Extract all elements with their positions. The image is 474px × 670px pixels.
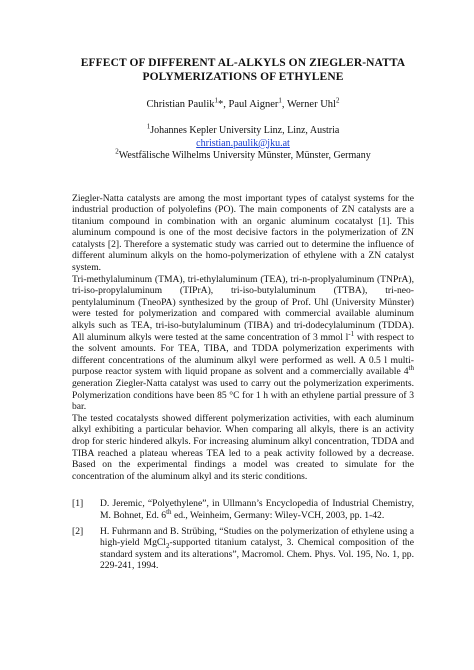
abstract-body [72, 193, 414, 483]
reference-text [100, 498, 414, 521]
author-2-affil: 1 [278, 96, 282, 105]
ref2-sub: 2 [165, 542, 170, 551]
methods-text-2: with respect to the solvent amounts. For TEA, TIBA, and TDDA polymerization experiments with different concentrations of the aluminum alkyl were performed as well. A 0.5 l multi-purpose reactor system with liquid propane as solvent and a commercially available 4 [72, 331, 414, 378]
reference-number: [1] [72, 498, 84, 510]
methods-text-3: generation Ziegler-Natta catalyst was used to carry out the polymerization experiments. Polymerization conditions have been 85 °C for 1 h with an ethylene partial pressure of 3 bar. [72, 378, 414, 413]
paper-title [72, 56, 414, 84]
paragraph-results: The tested cocatalysts showed different polymerization activities, with each aluminum alkyl exhibiting a particular behavior. When comparing all alkyls, there is an activity drop for steric hindered alkyls. For increasing aluminum alkyl concentration, TDDA and TIBA reached a plateau whereas TEA led to a peak activity followed by a decrease. Based on the experimental findings a model was created to simulate for the concentration of the aluminum alkyl and its steric conditions. [72, 412, 414, 482]
ref2-text-b: -supported titanium catalyst, 3. Chemical composition of the standard system and its alterations”, Macromol. Chem. Phys. Vol. 195, No. 1, pp. 229-241, 1994. [100, 537, 414, 572]
unit-exponent: -1 [348, 329, 355, 338]
author-3-affil: 2 [335, 96, 340, 105]
methods-text-1: Tri-methylaluminum (TMA), tri-ethylaluminum (TEA), tri-n-proplyaluminum (TNPrA), tri-iso-propylaluminum (TIPrA), tri-iso-butylaluminum (TTBA), tri-neo-pentylaluminum (TneoPA) synthesized by the group of Prof. Uhl (University Münster) were tested for polymerization and compared with commercial available aluminum alkyls such as TEA, tri-iso-butylaluminum (TIBA) and tri-dodecylaluminum (TDDA). All aluminum alkyls were tested at the same concentration of 3 mmol l [72, 273, 414, 343]
reference-text [100, 526, 414, 572]
ordinal-suffix: th [408, 364, 414, 373]
reference-number: [2] [72, 525, 84, 537]
title-line-2: POLYMERIZATIONS OF ETHYLENE [142, 71, 344, 83]
ref2-text-a: H. Fuhrmann and B. Strübing, “Studies on the polymerization of ethylene using a high-yield MgCl [100, 525, 414, 549]
affiliation-1 [72, 122, 414, 138]
affiliation-1-text: Johannes Kepler University Linz, Linz, Austria [150, 125, 340, 136]
author-1-affil: 1 [214, 96, 218, 105]
author-separator: , [281, 99, 287, 110]
affiliation-1-mark: 1 [146, 122, 151, 131]
paragraph-methods [72, 274, 414, 413]
affiliation-2 [72, 147, 414, 163]
email-link[interactable]: christian.paulik@jku.at [196, 137, 290, 149]
author-1: Christian Paulik [146, 99, 215, 110]
affiliation-2-text: Westfälische Wilhelms University Münster, Münster, Germany [118, 150, 371, 161]
ref1-text-a: D. Jeremic, “Polyethylene”, in Ullmann’s Encyclopedia of Industrial Chemistry, M. Bohnet, Ed. 6 [100, 498, 414, 521]
affiliation-2-mark: 2 [115, 147, 119, 156]
corresponding-mark: *, [218, 99, 229, 110]
affiliations [72, 122, 414, 163]
ref1-sup: th [166, 507, 172, 516]
reference-list [72, 498, 414, 572]
reference-item [72, 526, 414, 572]
title-line-1: EFFECT OF DIFFERENT AL-ALKYLS ON ZIEGLER-NATTA [80, 57, 406, 69]
paragraph-intro: Ziegler-Natta catalysts are among the most important types of catalyst systems for the industrial production of polyolefins (PO). The main components of ZN catalysts are a titanium compound in combination with an organic aluminum cocatalyst [1]. This aluminum compound is one of the most decisive factors in the polymerization of ZN catalysts [2]. Therefore a systematic study was carried out to determine the influence of different aluminum alkyls on the homo-polymerization of ethylene with a ZN catalyst system. [72, 192, 414, 274]
author-3: Werner Uhl [286, 99, 336, 110]
author-2: Paul Aigner [228, 99, 279, 110]
reference-item [72, 498, 414, 521]
author-list [72, 98, 414, 111]
ref1-text-b: ed., Weinheim, Germany: Wiley-VCH, 2003, pp. 1-42. [171, 509, 385, 521]
